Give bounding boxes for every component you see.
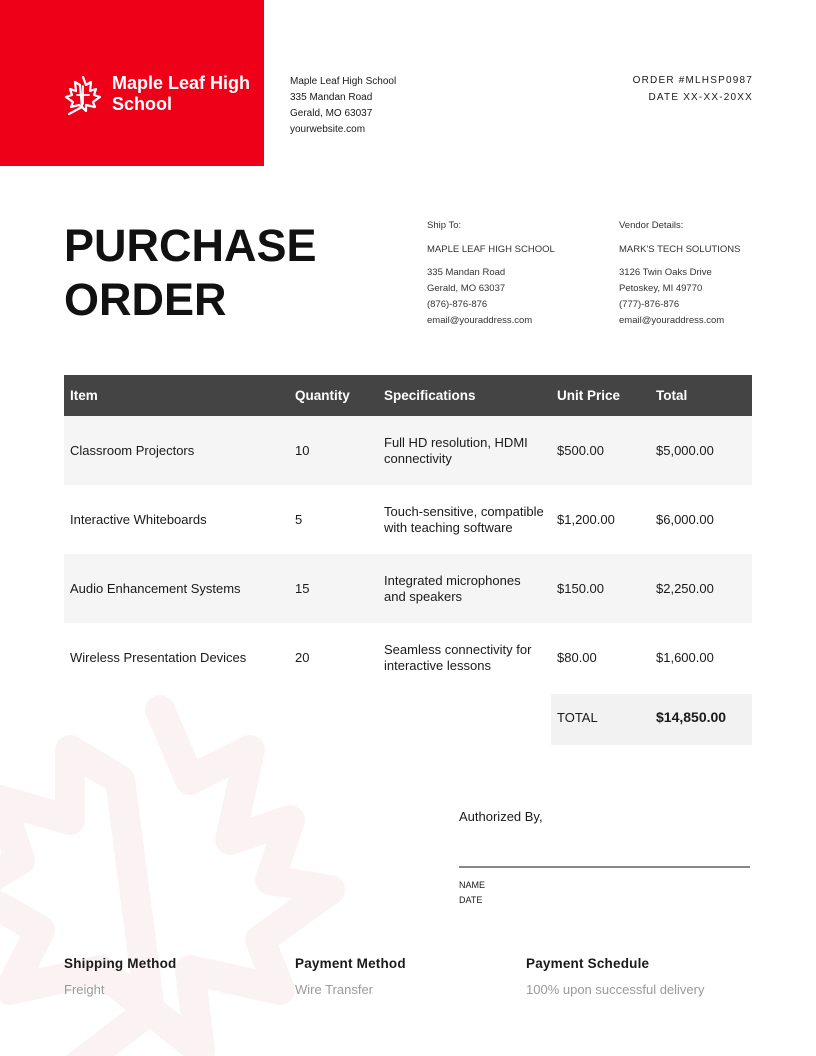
school-name: Maple Leaf High School (290, 76, 397, 87)
item-total: $6,000.00 (656, 511, 714, 527)
item-unit-price: $150.00 (551, 554, 650, 623)
ship-to-label: Ship To: (427, 220, 462, 231)
title-line-2: ORDER (64, 274, 227, 325)
table-row (64, 554, 752, 623)
item-name: Classroom Projectors (64, 416, 289, 485)
items-table (64, 375, 752, 692)
payment-schedule-block (526, 956, 705, 997)
school-address (290, 74, 396, 138)
table-row (64, 623, 752, 692)
payment-schedule-label: Payment Schedule (526, 956, 650, 971)
vendor-email[interactable]: email@youraddress.com (619, 315, 725, 326)
item-unit-price: $500.00 (551, 416, 650, 485)
shipping-method-label: Shipping Method (64, 956, 177, 971)
column-header-item: Item (64, 375, 289, 416)
page-title (64, 219, 317, 327)
order-date: DATE XX-XX-20XX (648, 92, 753, 103)
maple-leaf-icon (62, 74, 104, 116)
ship-to-block (427, 220, 555, 329)
name-label: NAME (459, 880, 486, 890)
shipping-method-value: Freight (64, 982, 105, 997)
payment-method-label: Payment Method (295, 956, 406, 971)
item-quantity: 5 (295, 511, 303, 527)
total-value: $14,850.00 (656, 709, 727, 725)
vendor-city: Petoskey, MI 49770 (619, 283, 703, 294)
item-specifications: Seamless connectivity for interactive lessons (384, 642, 532, 673)
item-name: Audio Enhancement Systems (64, 554, 289, 623)
vendor-street: 3126 Twin Oaks Drive (619, 267, 712, 278)
ship-to-street: 335 Mandan Road (427, 267, 506, 278)
table-row (64, 416, 752, 485)
table-header-row (64, 375, 752, 416)
payment-method-block (295, 956, 406, 997)
ship-to-name: MAPLE LEAF HIGH SCHOOL (427, 244, 555, 255)
item-specifications: Touch-sensitive, compatible with teaching software (384, 504, 544, 535)
maple-leaf-watermark-icon (0, 690, 440, 1056)
item-name: Interactive Whiteboards (70, 511, 207, 527)
brand-block (0, 0, 264, 166)
total-box (551, 694, 752, 745)
column-header-quantity: Quantity (289, 375, 378, 416)
authorized-by-label: Authorized By, (459, 809, 543, 824)
payment-method-value: Wire Transfer (295, 982, 374, 997)
item-quantity: 20 (295, 649, 310, 665)
item-unit-price: $80.00 (557, 649, 597, 665)
table-row (64, 485, 752, 554)
vendor-block (619, 220, 740, 329)
signature-line[interactable] (459, 866, 750, 868)
item-quantity: 10 (289, 416, 378, 485)
brand-name: Maple Leaf High School (112, 73, 251, 114)
ship-to-phone: (876)-876-876 (427, 299, 488, 310)
column-header-specifications: Specifications (378, 375, 551, 416)
ship-to-city: Gerald, MO 63037 (427, 283, 506, 294)
item-unit-price: $1,200.00 (557, 511, 615, 527)
column-header-total: Total (650, 375, 752, 416)
date-label: DATE (459, 895, 483, 905)
item-total: $1,600.00 (656, 649, 714, 665)
item-total: $5,000.00 (650, 416, 752, 485)
signature-fields (459, 878, 485, 908)
vendor-phone: (777)-876-876 (619, 299, 680, 310)
total-label: TOTAL (557, 710, 598, 725)
school-street: 335 Mandan Road (290, 92, 373, 103)
item-quantity: 15 (289, 554, 378, 623)
school-city: Gerald, MO 63037 (290, 108, 373, 119)
title-line-1: PURCHASE (64, 220, 317, 271)
payment-schedule-value: 100% upon successful delivery (526, 982, 705, 997)
column-header-unit-price: Unit Price (551, 375, 650, 416)
shipping-method-block (64, 956, 176, 997)
ship-to-email[interactable]: email@youraddress.com (427, 315, 533, 326)
order-number: ORDER #MLHSP0987 (632, 75, 753, 86)
vendor-label: Vendor Details: (619, 220, 684, 231)
item-total: $2,250.00 (650, 554, 752, 623)
vendor-name: MARK'S TECH SOLUTIONS (619, 244, 741, 255)
item-name: Wireless Presentation Devices (70, 649, 247, 665)
order-meta (633, 72, 753, 106)
item-specifications: Integrated microphones and speakers (378, 554, 551, 623)
item-specifications: Full HD resolution, HDMI connectivity (378, 416, 551, 485)
school-website[interactable]: yourwebsite.com (290, 124, 366, 135)
